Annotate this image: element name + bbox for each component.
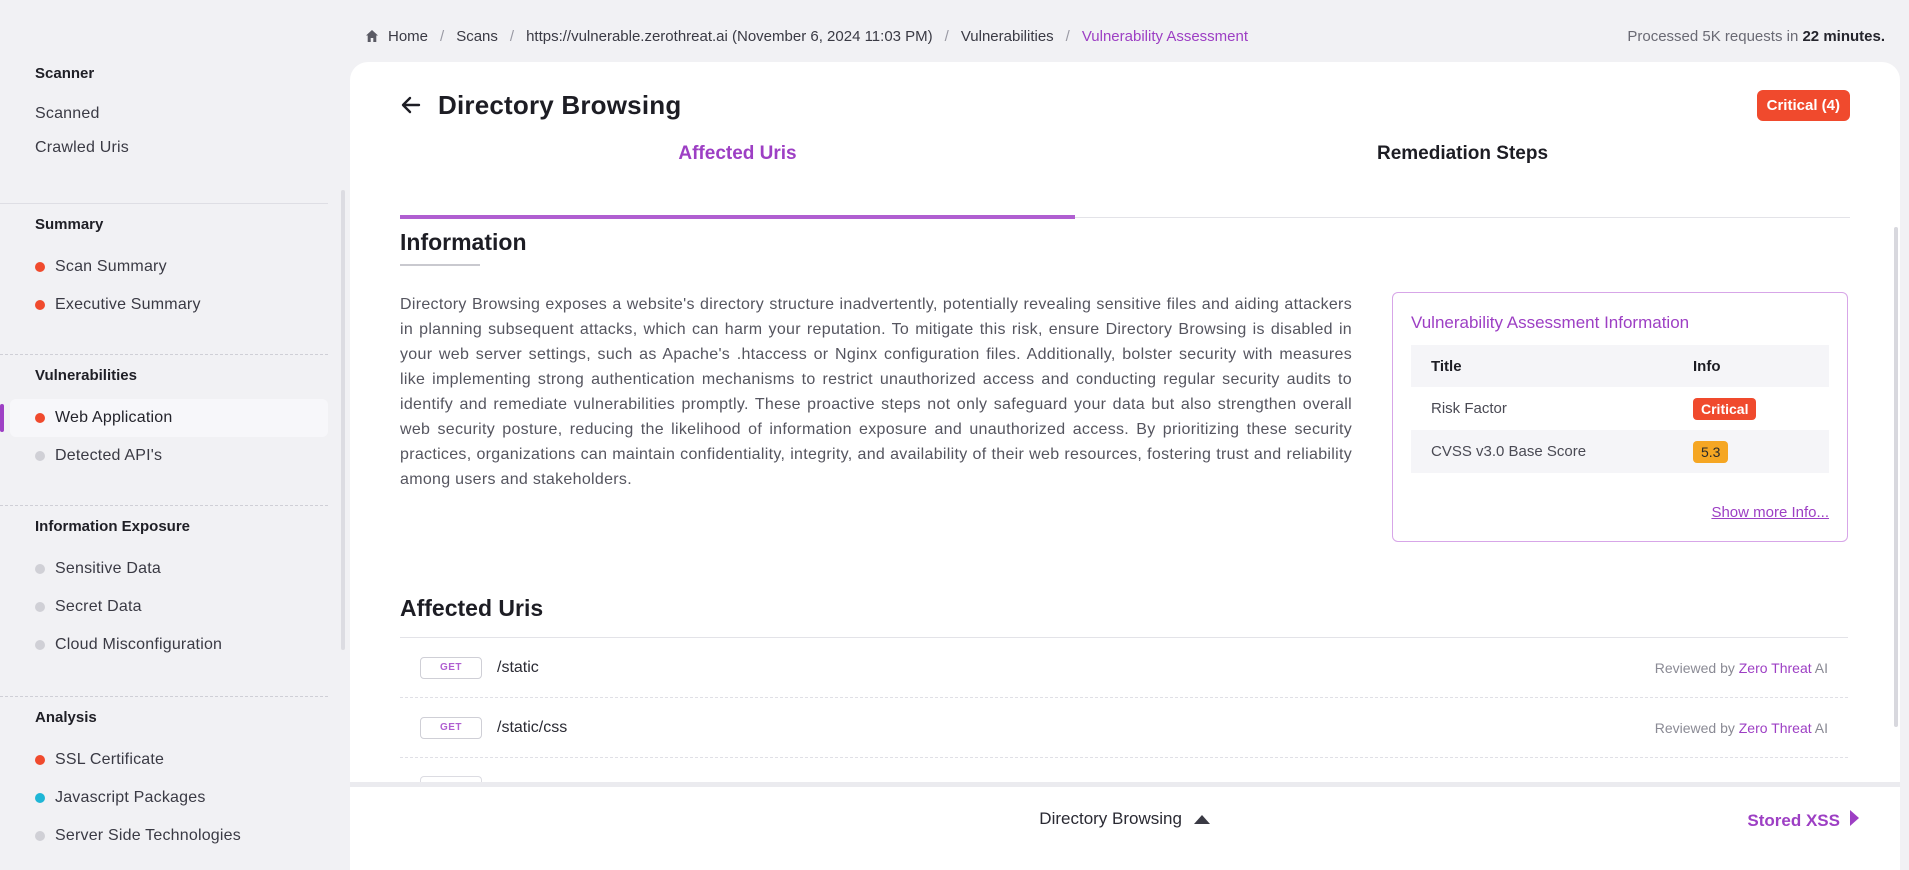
home-icon[interactable]: [365, 29, 379, 43]
affected-uri-row[interactable]: [400, 698, 1848, 758]
affected-uris-heading: Affected Uris: [400, 595, 544, 621]
current-vulnerability-toggle[interactable]: [350, 809, 1900, 830]
sidebar-item-label: Sensitive Data: [55, 560, 161, 577]
next-vulnerability-button[interactable]: [1747, 809, 1860, 832]
vai-row-cvss: [1411, 430, 1829, 473]
reviewed-prefix: Reviewed by: [1654, 719, 1735, 736]
sidebar-section-vulnerabilities: [0, 365, 328, 475]
sidebar-item-label: Executive Summary: [55, 296, 201, 313]
back-arrow-icon[interactable]: [400, 94, 422, 116]
reviewed-suffix: AI: [1814, 719, 1828, 736]
vulnerability-description: Directory Browsing exposes a website's directory structure inadvertently, potentially revealing sensitive files and aiding attackers in planning subsequent attacks, which can harm your reputation. To mitigate this risk, ensure Directory Browsing is disabled in your web server settings, such as Apache's .htaccess or Nginx configuration files. Additionally, bolster security with measures like implementing strong authentication mechanisms to restrict unauthorized access and conducting regular security audits to identify and remediate vulnerabilities promptly. These proactive steps not only safeguard your data but also strengthen overall web security posture, reducing the likelihood of information exposure and unauthorized access. By prioritizing these security practices, organizations can maintain confidentiality, integrity, and availability of their web resources, fostering trust and reliability among users and stakeholders.: [400, 296, 1352, 488]
status-dot-icon: [35, 831, 45, 841]
breadcrumb: [365, 28, 1248, 45]
topbar: [365, 22, 1885, 50]
breadcrumb-current: Vulnerability Assessment: [1081, 27, 1249, 45]
breadcrumb-scan-link[interactable]: https://vulnerable.zerothreat.ai (November 6, 2024 11:03 PM): [526, 27, 933, 45]
sidebar-section-analysis: [0, 707, 328, 855]
status-dot-icon: [35, 451, 45, 461]
http-method-badge: GET: [420, 717, 482, 739]
vai-row-risk-factor: [1411, 387, 1829, 430]
reviewed-suffix: AI: [1814, 659, 1828, 676]
vulnerability-assessment-info-panel: [1392, 292, 1848, 542]
sidebar-item-crawled-uris[interactable]: [0, 131, 328, 165]
severity-badge: Critical (4): [1757, 90, 1850, 121]
status-dot-icon: [35, 262, 45, 272]
reviewed-by-label: [1655, 720, 1828, 736]
breadcrumb-separator: /: [440, 27, 445, 45]
vai-column-header: Info: [1673, 345, 1829, 387]
information-heading: Information: [400, 229, 527, 266]
main-card: [350, 62, 1900, 782]
bottom-navigation-bar: [350, 782, 1900, 870]
caret-right-icon: [1848, 809, 1860, 832]
sidebar-item-cloud-misconfiguration[interactable]: [0, 626, 328, 664]
processed-duration: 22 minutes.: [1802, 27, 1885, 45]
sidebar-item-scanned[interactable]: [0, 97, 328, 131]
vai-header-row: [1411, 345, 1829, 387]
cvss-score-badge: 5.3: [1693, 441, 1728, 463]
processed-text: Processed 5K requests in: [1627, 27, 1799, 45]
page-title: Directory Browsing: [438, 89, 682, 120]
status-dot-icon: [35, 300, 45, 310]
sidebar-item-label: Detected API's: [55, 447, 163, 464]
reviewed-brand: Zero Threat: [1738, 659, 1812, 676]
breadcrumb-scans-link[interactable]: Scans: [456, 27, 498, 45]
status-dot-icon: [35, 413, 45, 423]
sidebar-item-scan-summary[interactable]: [0, 248, 328, 286]
sidebar-item-label: Scanned: [35, 105, 100, 122]
tab-remediation-steps[interactable]: Remediation Steps: [1376, 143, 1549, 164]
tab-affected-uris[interactable]: Affected Uris: [400, 114, 1075, 218]
sidebar-item-secret-data[interactable]: [0, 588, 328, 626]
sidebar-heading: Scanner: [35, 65, 95, 82]
reviewed-brand: Zero Threat: [1738, 719, 1812, 736]
vai-table: [1411, 345, 1829, 473]
sidebar: [0, 0, 345, 870]
breadcrumb-separator: /: [509, 27, 515, 45]
reviewed-by-label: [1655, 660, 1828, 676]
sidebar-heading: Information Exposure: [35, 518, 191, 535]
uri-path: /static/css: [497, 718, 568, 736]
sidebar-section-information-exposure: [0, 516, 328, 664]
sidebar-heading: Summary: [35, 216, 104, 233]
vai-row-value: [1673, 430, 1829, 473]
sidebar-item-server-side-technologies[interactable]: [0, 817, 328, 855]
sidebar-item-label: Javascript Packages: [55, 789, 206, 806]
current-vulnerability-label: Directory Browsing: [1039, 809, 1182, 828]
caret-up-icon: [1193, 810, 1211, 830]
vai-row-label: CVSS v3.0 Base Score: [1411, 430, 1673, 473]
breadcrumb-vulnerabilities-link[interactable]: Vulnerabilities: [960, 27, 1054, 45]
status-dot-icon: [35, 755, 45, 765]
status-dot-icon: [35, 640, 45, 650]
status-dot-icon: [35, 602, 45, 612]
breadcrumb-home-link[interactable]: Home: [388, 27, 429, 45]
sidebar-item-web-application[interactable]: [10, 399, 328, 437]
sidebar-item-label: SSL Certificate: [55, 751, 165, 768]
sidebar-section-summary: [0, 214, 328, 324]
sidebar-heading: Analysis: [35, 709, 97, 726]
sidebar-item-sensitive-data[interactable]: [0, 550, 328, 588]
sidebar-item-label: Server Side Technologies: [55, 827, 241, 844]
affected-uri-row[interactable]: [400, 638, 1848, 698]
sidebar-scrollbar[interactable]: [341, 190, 345, 650]
uri-path: /static: [497, 658, 539, 676]
http-method-badge: GET: [420, 657, 482, 679]
vai-column-header: Title: [1411, 345, 1673, 387]
breadcrumb-separator: /: [1065, 27, 1070, 45]
processed-status: [1627, 28, 1885, 45]
vai-title: Vulnerability Assessment Information: [1411, 313, 1690, 332]
status-dot-icon: [35, 793, 45, 803]
tabs: [400, 114, 1850, 218]
sidebar-item-executive-summary[interactable]: [0, 286, 328, 324]
reviewed-prefix: Reviewed by: [1654, 659, 1735, 676]
content-scrollbar[interactable]: [1894, 227, 1898, 727]
sidebar-item-javascript-packages[interactable]: [0, 779, 328, 817]
sidebar-item-label: Scan Summary: [55, 258, 167, 275]
next-vulnerability-label: Stored XSS: [1747, 810, 1840, 830]
sidebar-item-label: Secret Data: [55, 598, 142, 615]
sidebar-item-label: Cloud Misconfiguration: [55, 636, 223, 653]
sidebar-item-label: Crawled Uris: [35, 139, 129, 156]
status-dot-icon: [35, 564, 45, 574]
sidebar-item-detected-apis[interactable]: [0, 437, 328, 475]
risk-factor-badge: Critical: [1693, 398, 1756, 420]
tab-row: [400, 114, 1850, 218]
sidebar-item-label: Web Application: [55, 409, 173, 426]
show-more-info-link[interactable]: Show more Info...: [1711, 504, 1829, 521]
breadcrumb-separator: /: [944, 27, 949, 45]
vai-row-value: [1673, 387, 1829, 430]
vai-row-label: Risk Factor: [1431, 400, 1507, 417]
sidebar-section-scanner: [0, 63, 328, 165]
sidebar-item-ssl-certificate[interactable]: [0, 741, 328, 779]
sidebar-heading: Vulnerabilities: [35, 367, 137, 384]
